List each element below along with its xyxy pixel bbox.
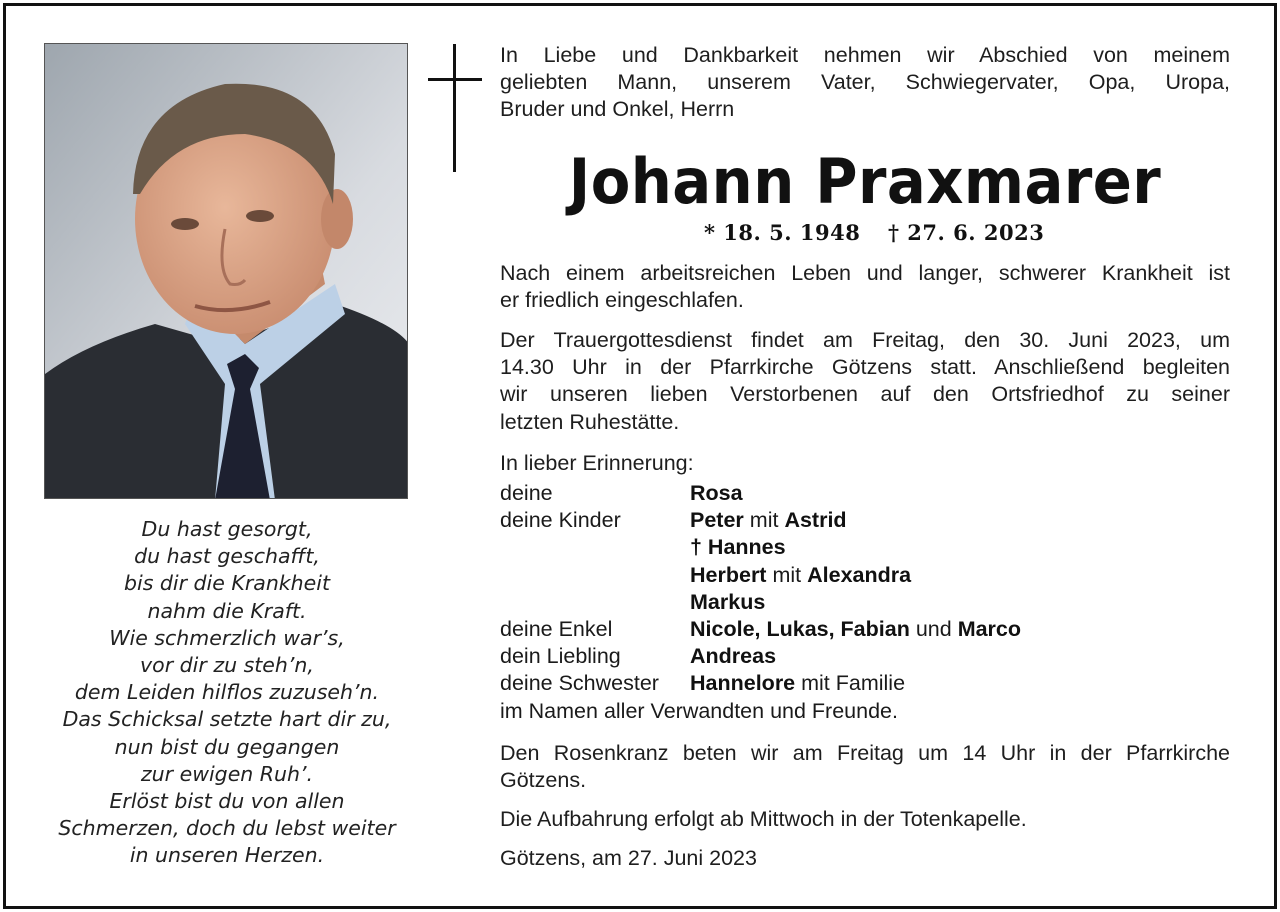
paragraph-line: 14.30 Uhr in der Pfarrkirche Götzens statt. Anschließend begleiten xyxy=(500,355,1230,380)
poem-line: Wie schmerzlich war’s, xyxy=(109,625,345,650)
memorial-poem xyxy=(30,516,424,870)
paragraph-line: letzten Ruhestätte. xyxy=(500,409,680,434)
relation-label: deine Enkel xyxy=(500,616,613,641)
portrait-photo xyxy=(44,43,408,499)
poem-line: Schmerzen, doch du lebst weiter xyxy=(58,816,396,841)
paragraph-line: Der Trauergottesdienst findet am Freitag, den 30. Juni 2023, um xyxy=(500,328,1230,352)
death-date: † 27. 6. 2023 xyxy=(888,220,1045,245)
poem-line: Du hast gesorgt, xyxy=(141,517,313,541)
poem-line: Erlöst bist du von allen xyxy=(109,789,345,814)
relation-label: deine Schwester xyxy=(500,671,659,696)
paragraph-laying-out: Die Aufbahrung erfolgt ab Mittwoch in der Totenkapelle. xyxy=(500,807,1027,831)
family-name: Peter xyxy=(690,508,744,533)
poem-line: nun bist du gegangen xyxy=(114,734,340,759)
intro-line: Bruder und Onkel, Herrn xyxy=(500,97,735,122)
family-name: Andreas xyxy=(690,644,777,669)
all-relatives-line: im Namen aller Verwandten und Freunde. xyxy=(500,698,898,723)
poem-line: nahm die Kraft. xyxy=(147,598,307,623)
list-item xyxy=(500,643,1230,670)
list-item xyxy=(500,698,1230,725)
intro-line: geliebten Mann, unserem Vater, Schwiegervater, Opa, Uropa, xyxy=(500,70,1230,95)
poem-line: zur ewigen Ruh’. xyxy=(140,761,314,786)
list-item xyxy=(500,507,1230,534)
relation-label: deine Kinder xyxy=(500,508,621,533)
list-item xyxy=(500,534,1230,561)
paragraph-line: Den Rosenkranz beten wir am Freitag um 14 Uhr in der Pfarrkirche xyxy=(500,741,1230,765)
remembrance-heading: In lieber Erinnerung: xyxy=(500,451,694,475)
list-item xyxy=(500,616,1230,643)
poem-line: dem Leiden hilflos zuzuseh’n. xyxy=(74,680,380,705)
family-name: Hannelore xyxy=(690,671,796,696)
family-name: Astrid xyxy=(784,508,847,533)
connector-word: und xyxy=(915,616,952,641)
paragraph-rosary xyxy=(500,740,1230,794)
poem-line: Das Schicksal setzte hart dir zu, xyxy=(62,707,392,732)
connector-word: mit xyxy=(749,508,779,533)
family-name: Rosa xyxy=(690,481,743,505)
list-item xyxy=(500,589,1230,616)
intro-text xyxy=(500,42,1230,124)
birth-date: * 18. 5. 1948 xyxy=(704,220,861,245)
place-date: Götzens, am 27. Juni 2023 xyxy=(500,846,757,870)
paragraph-line: wir unseren lieben Verstorbenen auf den Ortsfriedhof zu seiner xyxy=(500,382,1230,407)
cross-icon-bar xyxy=(428,78,482,81)
paragraph-line: er friedlich eingeschlafen. xyxy=(500,288,744,313)
intro-line: In Liebe und Dankbarkeit nehmen wir Abschied von meinem xyxy=(500,43,1230,67)
poem-line: in unseren Herzen. xyxy=(129,843,325,868)
family-name: † Hannes xyxy=(690,535,786,560)
poem-line: vor dir zu steh’n, xyxy=(140,653,314,678)
paragraph-funeral xyxy=(500,327,1230,436)
family-name: Markus xyxy=(690,589,766,614)
paragraph-line: Nach einem arbeitsreichen Leben und langer, schwerer Krankheit ist xyxy=(500,261,1230,285)
connector-word: mit Familie xyxy=(801,671,906,696)
poem-line: bis dir die Krankheit xyxy=(123,571,331,596)
list-item xyxy=(500,480,1230,507)
family-list xyxy=(500,480,1230,725)
paragraph-passing xyxy=(500,260,1230,314)
relation-label: deine xyxy=(500,481,553,505)
relation-label: dein Liebling xyxy=(500,644,621,669)
paragraph-line: Götzens. xyxy=(500,768,587,793)
family-name: Alexandra xyxy=(807,562,912,587)
cross-icon xyxy=(453,44,456,172)
family-name: Herbert xyxy=(690,562,767,587)
list-item xyxy=(500,562,1230,589)
connector-word: mit xyxy=(772,562,802,587)
poem-line: du hast geschafft, xyxy=(134,544,320,569)
deceased-name: Johann Praxmarer xyxy=(568,145,1162,218)
list-item xyxy=(500,670,1230,697)
family-name: Nicole, Lukas, Fabian xyxy=(690,616,910,641)
family-name: Marco xyxy=(957,616,1022,641)
